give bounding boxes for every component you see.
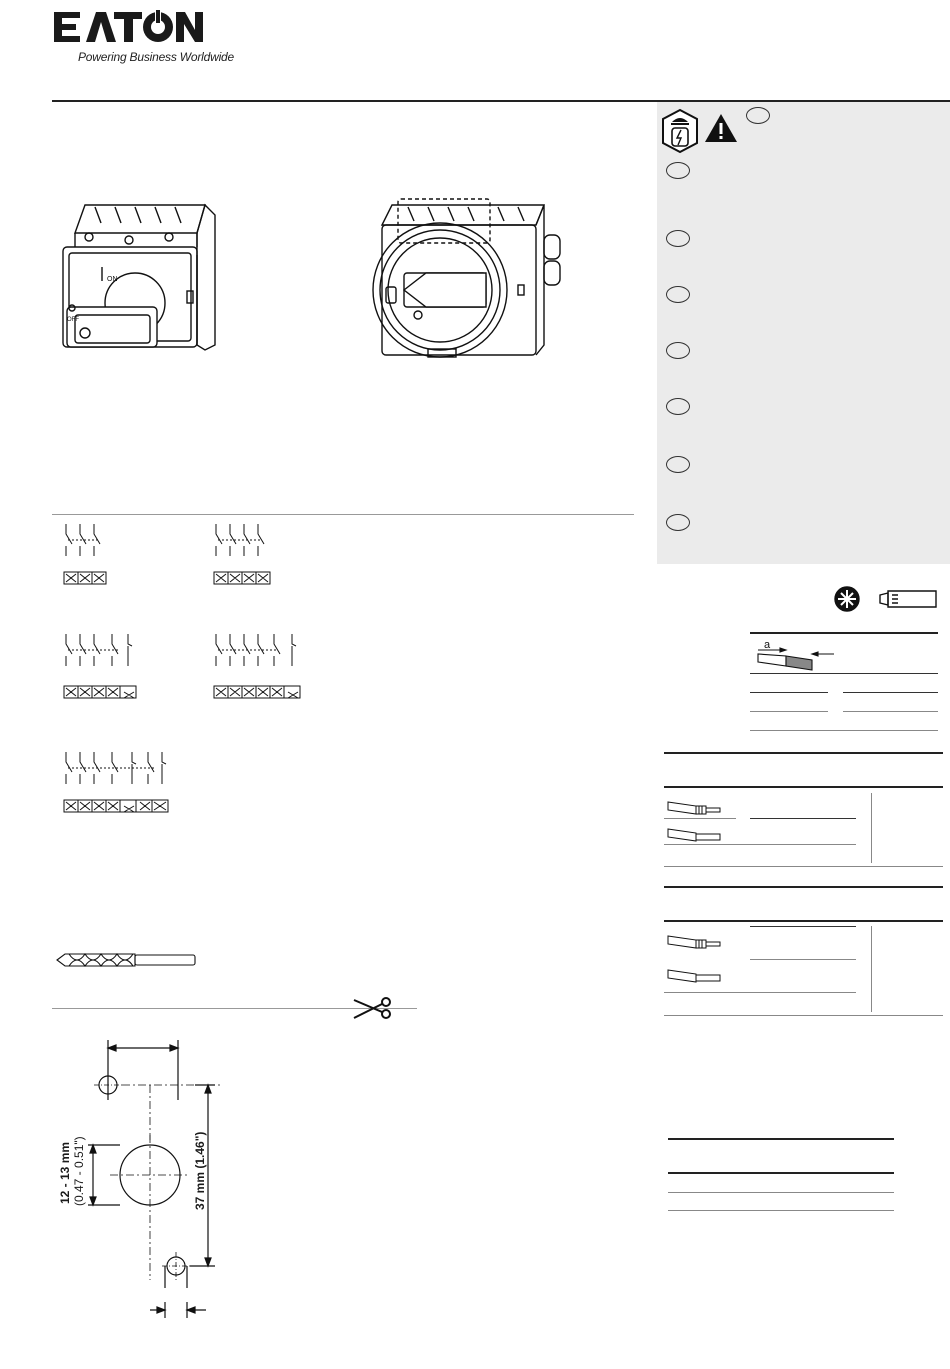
on-mark: ON (107, 276, 118, 283)
brand-tagline: Powering Business Worldwide (78, 50, 235, 64)
safety-instructions-panel (657, 102, 950, 564)
table-rule (750, 711, 828, 712)
wire-strip-length-icon (756, 640, 836, 670)
electrician-icon (660, 108, 700, 154)
table-rule (750, 959, 856, 960)
switch-disconnector-illustration (55, 195, 235, 360)
ferrule-conductor-icon (666, 798, 726, 816)
table-rule (750, 818, 856, 819)
hole-diameter-label: 12 - 13 mm (58, 1141, 72, 1204)
table-rule (668, 1210, 894, 1211)
table-rule (664, 886, 943, 888)
table-rule (750, 926, 856, 927)
warning-triangle-icon (703, 112, 739, 144)
language-badge (666, 230, 690, 247)
strip-length-symbol: a (764, 639, 771, 651)
table-rule (664, 786, 943, 788)
drill-bit-icon (55, 950, 200, 970)
table-rule (668, 1172, 894, 1174)
table-rule (664, 1015, 943, 1016)
scissors-icon (352, 996, 394, 1022)
table-rule (843, 692, 938, 693)
circuit-diagram-3-pole-plus-2-aux (62, 752, 172, 816)
language-badge (746, 107, 770, 124)
language-badge (666, 514, 690, 531)
language-badge (666, 456, 690, 473)
table-rule (668, 1138, 894, 1140)
table-rule (750, 632, 938, 634)
table-rule (664, 752, 943, 754)
table-rule (664, 920, 943, 922)
circuit-diagram-3-pole (62, 524, 112, 590)
hole-diameter-inch-label: (0.47 - 0.51") (72, 1136, 86, 1206)
table-rule (664, 844, 856, 845)
solid-conductor-icon (666, 966, 726, 984)
table-rule (843, 711, 938, 712)
section-divider (52, 514, 634, 515)
table-rule (664, 992, 856, 993)
table-rule (668, 1192, 894, 1193)
language-badge (666, 342, 690, 359)
table-rule (664, 818, 736, 819)
circuit-diagram-4-pole-plus-aux (212, 634, 312, 704)
circuit-diagram-4-pole (212, 524, 274, 590)
solid-conductor-icon (666, 825, 726, 843)
table-rule (750, 730, 938, 731)
table-cell-border (871, 793, 872, 863)
hole-spacing-label: 37 mm (1.46") (193, 1131, 207, 1210)
pozidriv-screwdriver-icon (832, 585, 942, 615)
off-mark: OFF (67, 317, 79, 323)
language-badge (666, 286, 690, 303)
circuit-diagram-3-pole-plus-aux (62, 634, 142, 704)
ferrule-conductor-icon (666, 932, 726, 950)
main-switch-illustration (368, 195, 578, 375)
table-rule (750, 692, 828, 693)
table-rule (750, 673, 938, 674)
language-badge (666, 398, 690, 415)
language-badge (666, 162, 690, 179)
table-rule (664, 866, 943, 867)
table-cell-border (871, 926, 872, 1012)
